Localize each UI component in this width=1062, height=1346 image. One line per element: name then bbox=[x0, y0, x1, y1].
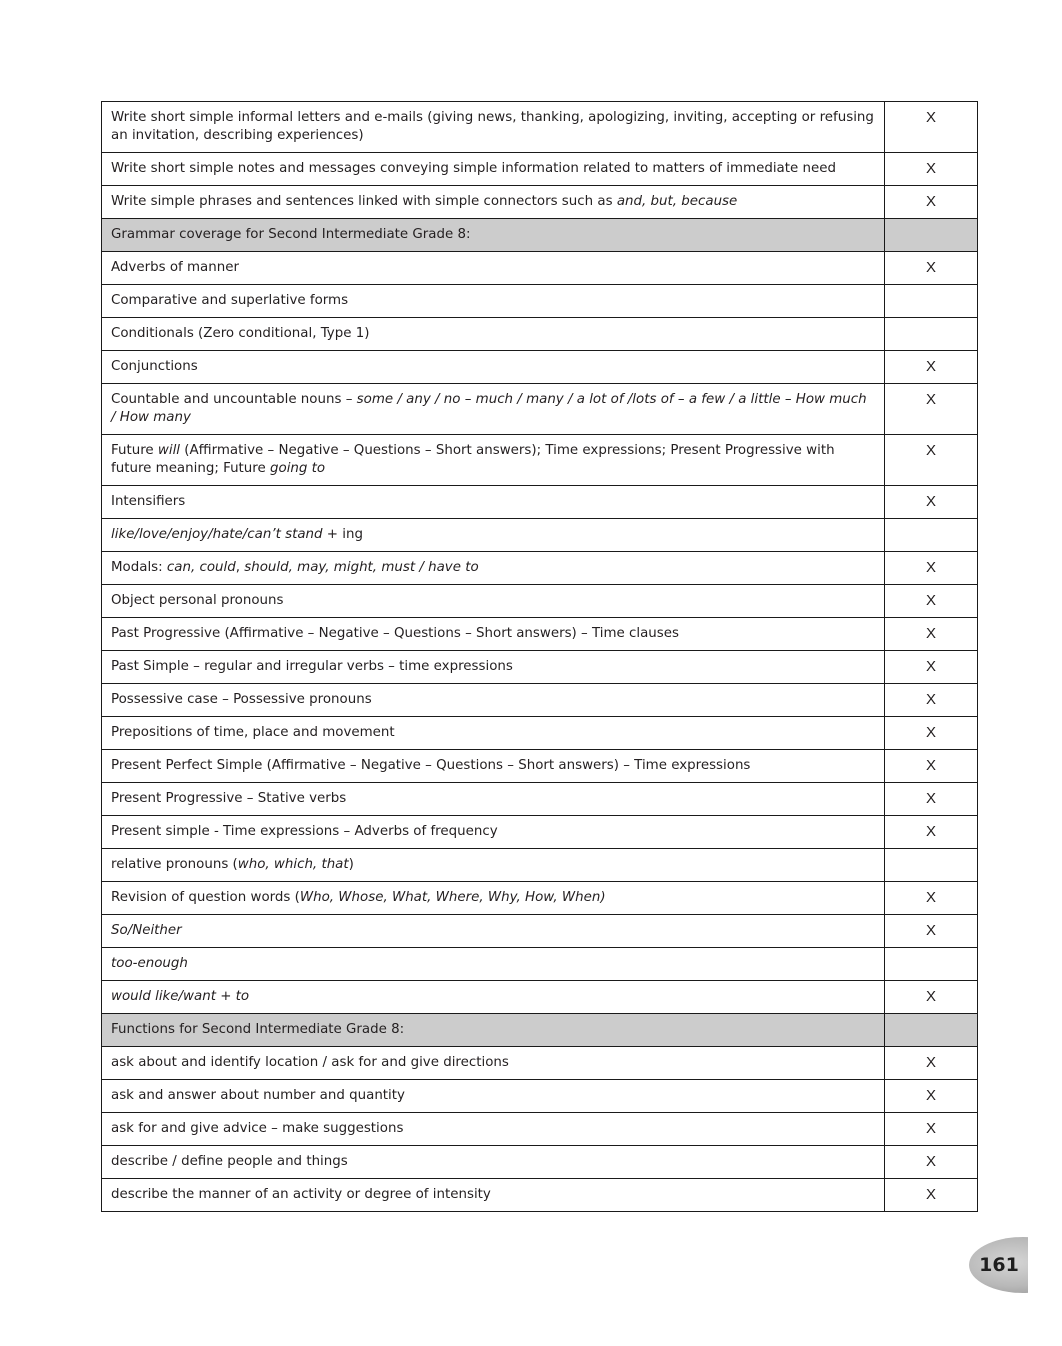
topic-cell bbox=[102, 1179, 885, 1212]
text: Present Progressive – Stative verbs bbox=[111, 791, 347, 806]
page-number: 161 bbox=[979, 1254, 1019, 1276]
topic-cell bbox=[102, 552, 885, 585]
text: (Affirmative – Negative – Questions – Short answers); Time expressions; Present Progressive with future meaning; Future bbox=[111, 443, 835, 476]
table-row bbox=[102, 948, 978, 981]
italic-text: Who, Whose, What, Where, Why, How, When) bbox=[299, 890, 606, 905]
section-header-row bbox=[102, 1014, 978, 1047]
text: Future bbox=[111, 443, 158, 458]
section-title-cell bbox=[102, 1014, 885, 1047]
topic-cell bbox=[102, 882, 885, 915]
topic-cell bbox=[102, 435, 885, 486]
table-row bbox=[102, 1146, 978, 1179]
topic-cell bbox=[102, 153, 885, 186]
topic-cell bbox=[102, 684, 885, 717]
table-row bbox=[102, 486, 978, 519]
table-row bbox=[102, 1179, 978, 1212]
table-row bbox=[102, 285, 978, 318]
coverage-mark-cell: X bbox=[885, 981, 978, 1014]
coverage-mark-cell: X bbox=[885, 915, 978, 948]
text: Countable and uncountable nouns – bbox=[111, 392, 357, 407]
topic-cell bbox=[102, 186, 885, 219]
text: Write simple phrases and sentences linked with simple connectors such as bbox=[111, 194, 617, 209]
table-row bbox=[102, 849, 978, 882]
topic-cell bbox=[102, 948, 885, 981]
topic-cell bbox=[102, 618, 885, 651]
text: Past Progressive (Affirmative – Negative – Questions – Short answers) – Time clauses bbox=[111, 626, 679, 641]
italic-text: So/Neither bbox=[111, 923, 182, 938]
text: , bbox=[235, 560, 245, 575]
coverage-mark-cell: X bbox=[885, 186, 978, 219]
topic-cell bbox=[102, 318, 885, 351]
coverage-mark-cell: X bbox=[885, 384, 978, 435]
coverage-mark-cell: X bbox=[885, 750, 978, 783]
text: ask for and give advice – make suggestions bbox=[111, 1121, 404, 1136]
coverage-mark-cell: X bbox=[885, 783, 978, 816]
topic-cell bbox=[102, 252, 885, 285]
coverage-mark-cell: X bbox=[885, 1146, 978, 1179]
topic-cell bbox=[102, 519, 885, 552]
topic-cell bbox=[102, 1047, 885, 1080]
text: Comparative and superlative forms bbox=[111, 293, 349, 308]
coverage-mark-cell bbox=[885, 1014, 978, 1047]
table-row bbox=[102, 1047, 978, 1080]
table-row bbox=[102, 816, 978, 849]
text: Revision of question words ( bbox=[111, 890, 300, 905]
coverage-mark-cell bbox=[885, 219, 978, 252]
coverage-mark-cell: X bbox=[885, 651, 978, 684]
topic-cell bbox=[102, 816, 885, 849]
text: ) bbox=[348, 857, 354, 872]
coverage-mark-cell: X bbox=[885, 102, 978, 153]
text: Write short simple notes and messages conveying simple information related to matters of immediate need bbox=[111, 161, 836, 176]
text: relative pronouns ( bbox=[111, 857, 238, 872]
table-row bbox=[102, 318, 978, 351]
table-row bbox=[102, 585, 978, 618]
text: Modals: bbox=[111, 560, 167, 575]
page-number-badge bbox=[969, 1237, 1028, 1293]
italic-text: who, which, that bbox=[237, 857, 349, 872]
section-title-cell bbox=[102, 219, 885, 252]
text: describe / define people and things bbox=[111, 1154, 348, 1169]
coverage-mark-cell: X bbox=[885, 882, 978, 915]
text: + ing bbox=[322, 527, 363, 542]
table-row bbox=[102, 915, 978, 948]
table-row bbox=[102, 552, 978, 585]
topic-cell bbox=[102, 585, 885, 618]
table-row bbox=[102, 1113, 978, 1146]
text: Intensifiers bbox=[111, 494, 186, 509]
text: Present Perfect Simple (Affirmative – Negative – Questions – Short answers) – Time expressions bbox=[111, 758, 751, 773]
coverage-mark-cell: X bbox=[885, 435, 978, 486]
coverage-mark-cell: X bbox=[885, 816, 978, 849]
italic-text: going to bbox=[270, 461, 326, 476]
text: Grammar coverage for Second Intermediate Grade 8: bbox=[111, 227, 471, 242]
coverage-mark-cell: X bbox=[885, 618, 978, 651]
text: Conditionals (Zero conditional, Type 1) bbox=[111, 326, 370, 341]
table-row bbox=[102, 435, 978, 486]
topic-cell bbox=[102, 1146, 885, 1179]
topic-cell bbox=[102, 783, 885, 816]
text: Functions for Second Intermediate Grade 8: bbox=[111, 1022, 405, 1037]
table-row bbox=[102, 882, 978, 915]
italic-text: some / any / no – much / many / a lot of /lots of – a few / a little – How much / How many bbox=[111, 392, 867, 425]
text: Prepositions of time, place and movement bbox=[111, 725, 395, 740]
coverage-table bbox=[101, 101, 978, 1212]
coverage-mark-cell: X bbox=[885, 1080, 978, 1113]
coverage-mark-cell bbox=[885, 318, 978, 351]
text: Object personal pronouns bbox=[111, 593, 284, 608]
topic-cell bbox=[102, 849, 885, 882]
topic-cell bbox=[102, 486, 885, 519]
table-row bbox=[102, 102, 978, 153]
text: ask and answer about number and quantity bbox=[111, 1088, 405, 1103]
coverage-mark-cell: X bbox=[885, 717, 978, 750]
topic-cell bbox=[102, 1080, 885, 1113]
table-row bbox=[102, 153, 978, 186]
coverage-mark-cell: X bbox=[885, 351, 978, 384]
text: Conjunctions bbox=[111, 359, 198, 374]
table-row bbox=[102, 384, 978, 435]
topic-cell bbox=[102, 285, 885, 318]
table-row bbox=[102, 783, 978, 816]
table-row bbox=[102, 519, 978, 552]
coverage-mark-cell bbox=[885, 849, 978, 882]
topic-cell bbox=[102, 651, 885, 684]
topic-cell bbox=[102, 750, 885, 783]
table-row bbox=[102, 186, 978, 219]
table-row bbox=[102, 351, 978, 384]
italic-text: can, could bbox=[166, 560, 236, 575]
topic-cell bbox=[102, 102, 885, 153]
text: describe the manner of an activity or degree of intensity bbox=[111, 1187, 491, 1202]
topic-cell bbox=[102, 1113, 885, 1146]
coverage-mark-cell bbox=[885, 285, 978, 318]
coverage-mark-cell: X bbox=[885, 1113, 978, 1146]
topic-cell bbox=[102, 351, 885, 384]
topic-cell bbox=[102, 717, 885, 750]
text: Write short simple informal letters and e-mails (giving news, thanking, apologizing, inviting, accepting or refusing an invitation, describing experiences) bbox=[111, 110, 874, 143]
coverage-mark-cell: X bbox=[885, 552, 978, 585]
coverage-mark-cell bbox=[885, 948, 978, 981]
italic-text: would like/want + to bbox=[111, 989, 250, 1004]
table-row bbox=[102, 684, 978, 717]
text: Adverbs of manner bbox=[111, 260, 239, 275]
topic-cell bbox=[102, 915, 885, 948]
topic-cell bbox=[102, 384, 885, 435]
coverage-mark-cell: X bbox=[885, 585, 978, 618]
coverage-mark-cell: X bbox=[885, 252, 978, 285]
page-number-tab bbox=[960, 1230, 1028, 1300]
text: Present simple - Time expressions – Adverbs of frequency bbox=[111, 824, 498, 839]
table-row bbox=[102, 651, 978, 684]
coverage-mark-cell: X bbox=[885, 684, 978, 717]
table-row bbox=[102, 618, 978, 651]
table-row bbox=[102, 981, 978, 1014]
italic-text: like/love/enjoy/hate/can’t stand bbox=[111, 527, 323, 542]
italic-text: should, may, might, must / have to bbox=[244, 560, 479, 575]
text: ask about and identify location / ask for and give directions bbox=[111, 1055, 509, 1070]
italic-text: and, but, because bbox=[616, 194, 738, 209]
italic-text: will bbox=[157, 443, 181, 458]
coverage-mark-cell: X bbox=[885, 1047, 978, 1080]
table-row bbox=[102, 750, 978, 783]
coverage-table-body bbox=[102, 102, 978, 1212]
coverage-mark-cell: X bbox=[885, 486, 978, 519]
coverage-mark-cell: X bbox=[885, 153, 978, 186]
section-header-row bbox=[102, 219, 978, 252]
text: Past Simple – regular and irregular verbs – time expressions bbox=[111, 659, 513, 674]
coverage-mark-cell: X bbox=[885, 1179, 978, 1212]
text: Possessive case – Possessive pronouns bbox=[111, 692, 372, 707]
coverage-mark-cell bbox=[885, 519, 978, 552]
table-row bbox=[102, 1080, 978, 1113]
topic-cell bbox=[102, 981, 885, 1014]
italic-text: too-enough bbox=[111, 956, 188, 971]
table-row bbox=[102, 717, 978, 750]
table-row bbox=[102, 252, 978, 285]
